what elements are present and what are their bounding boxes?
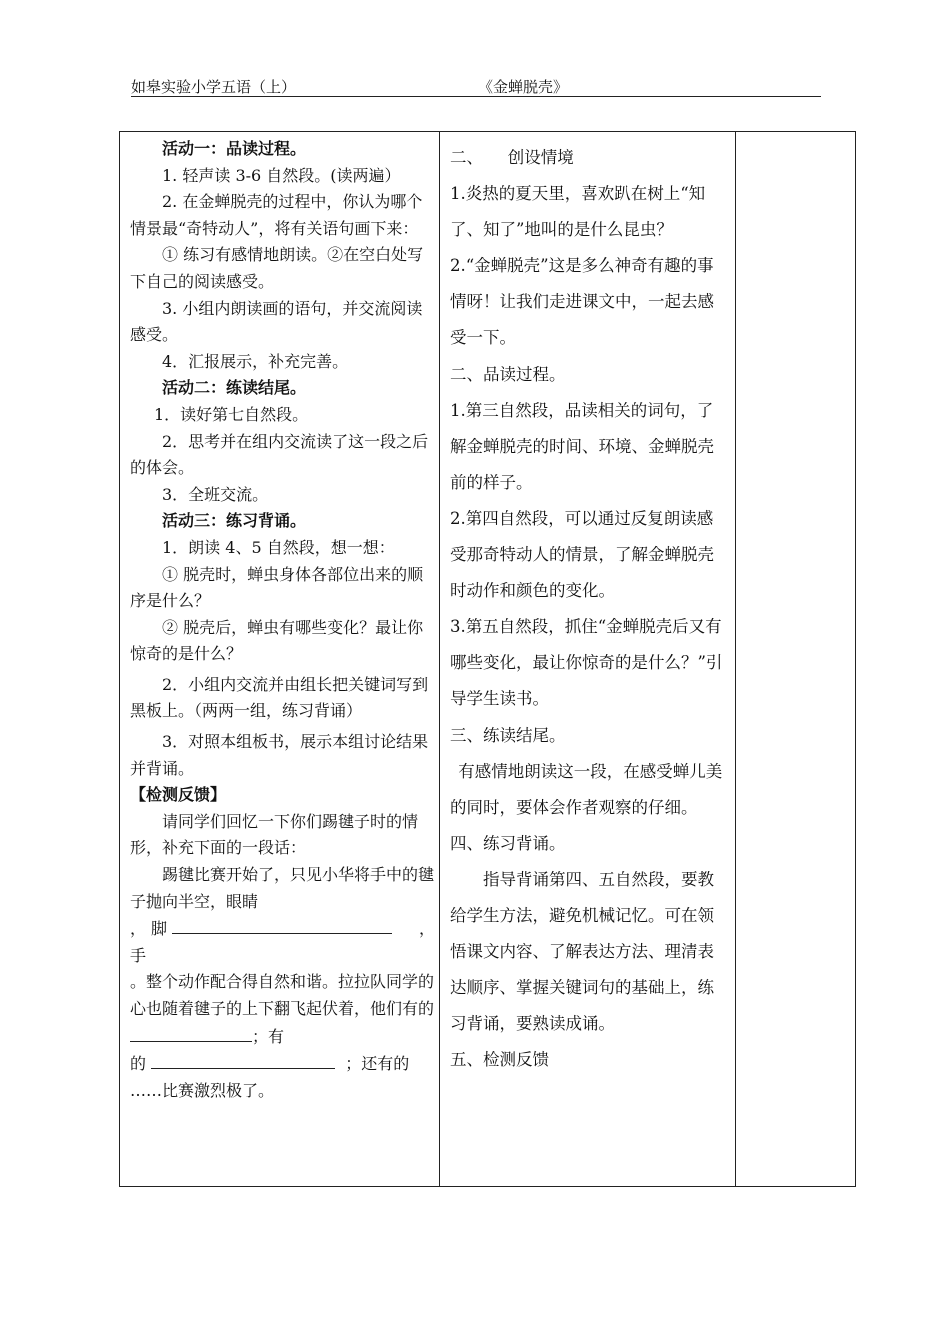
section1-item2: 2.“金蝉脱壳”这是多么神奇有趣的事情呀！让我们走进课文中，一起去感受一下。 [450,256,714,348]
section1-title: 二、 创设情境 [450,148,574,167]
activity1-step1: 1. 轻声读 3-6 自然段。(读两遍） [162,165,401,185]
section4-item1: 指导背诵第四、五自然段，要教给学生方法，避免机械记忆。可在领悟课文内容、了解表达方法、理清表达顺序、掌握关键词句的基础上，练习背诵，要熟读成诵。 [450,869,714,1034]
activity3-step3: 3．对照本组板书，展示本组讨论结果并背诵。 [130,732,429,778]
section3-item1: 有感情地朗读这一段，在感受蝉儿美的同时，要体会作者观察的仔细。 [450,761,723,817]
feedback-text-still: ；还有的 [345,1054,410,1074]
feedback-text-hand: ，手 [130,919,435,965]
feedback-text-some2: ；有 [252,1026,285,1046]
header-school: 如皋实验小学五语（上） [131,78,297,96]
activity-column [120,132,440,1186]
header-lesson-title: 《金蝉脱壳》 [478,78,569,96]
feedback-title: 【检测反馈】 [130,785,227,805]
activity3-step2: 2．小组内交流并由组长把关键词写到黑板上。（两两一组，练习背诵） [130,674,429,721]
feedback-passage-line2 [130,915,435,969]
activity3-question2: ② 脱壳后，蝉虫有哪些变化？最让你惊奇的是什么？ [130,617,424,664]
activity2-step3: 3．全班交流。 [162,484,269,504]
blank-others[interactable] [151,1050,335,1069]
activity2-step2: 2．思考并在组内交流读了这一段之后的体会。 [130,431,429,478]
notes-column [736,132,855,1186]
activity1-tips: ① 练习有感情地朗读。②在空白处写下自己的阅读感受。 [130,245,424,291]
feedback-passage-line5: ……比赛激烈极了。 [130,1080,275,1100]
activity3-question1: ① 脱壳时，蝉虫身体各部位出来的顺序是什么？ [130,564,424,611]
guidance-column [440,132,736,1186]
activity1-step2: 2. 在金蝉脱壳的过程中，你认为哪个情景最“奇特动人”，将有关语句画下来： [130,192,423,238]
activity3-title: 活动三：练习背诵。 [162,511,307,531]
activity1-step3: 3. 小组内朗读画的语句，并交流阅读感受。 [130,298,423,345]
feedback-text-de: 的 [130,1054,147,1074]
blank-foot[interactable] [172,915,392,934]
section2-item3: 3.第五自然段，抓住“金蝉脱壳后又有哪些变化，最让你惊奇的是什么？”引导学生读书。 [450,617,723,709]
activity2-step1: 1．读好第七自然段。 [154,404,309,424]
page-header [131,72,821,97]
activity1-step4: 4．汇报展示，补充完善。 [162,351,349,371]
feedback-passage-line1: 踢毽比赛开始了，只见小华将手中的毽子抛向半空，眼睛 [130,865,435,911]
section5-title: 五、检测反馈 [450,1050,549,1070]
blank-some[interactable] [130,1023,252,1042]
activity3-step1: 1．朗读 4、5 自然段，想一想： [162,537,395,557]
section2-title: 二、品读过程。 [450,364,566,384]
feedback-passage-line4 [130,1050,435,1078]
feedback-passage-line3 [130,969,435,1050]
section2-item2: 2.第四自然段，可以通过反复朗读感受那奇特动人的情景，了解金蝉脱壳时动作和颜色的变化。 [450,508,714,601]
activity1-title: 活动一：品读过程。 [162,139,307,158]
activity2-title: 活动二：练读结尾。 [162,378,307,398]
feedback-text-foot: ，脚 [130,919,172,939]
section1-item1: 1.炎热的夏天里，喜欢趴在树上“知了、知了”地叫的是什么昆虫？ [450,184,706,240]
lesson-plan-table [119,131,856,1187]
section4-title: 四、练习背诵。 [450,833,566,853]
feedback-text-cheer: 。整个动作配合得自然和谐。拉拉队同学的心也随着毽子的上下翻飞起伏着，他们有的 [130,972,435,1018]
section2-item1: 1.第三自然段，品读相关的词句，了解金蝉脱壳的时间、环境、金蝉脱壳前的样子。 [450,400,714,492]
feedback-intro: 请同学们回忆一下你们踢毽子时的情形，补充下面的一段话： [130,811,419,858]
section3-title: 三、练读结尾。 [450,725,566,745]
